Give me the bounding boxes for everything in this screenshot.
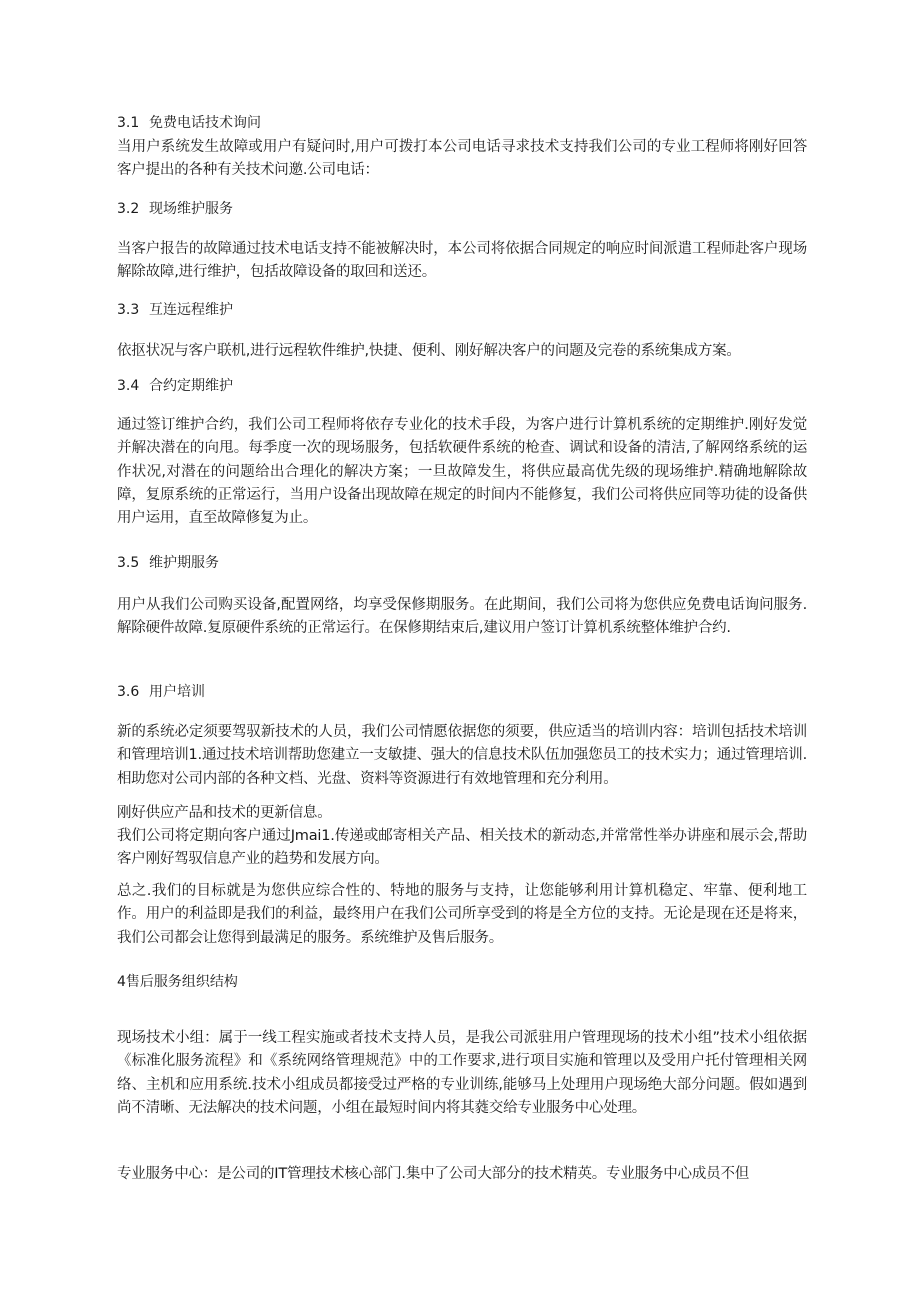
section-title: 现场维护服务 bbox=[149, 201, 233, 217]
section-paragraph: 刚好供应产品和技术的更新信息。 bbox=[117, 805, 332, 821]
section-number: 3.4 bbox=[117, 378, 140, 394]
section-heading-3-6 bbox=[117, 682, 807, 702]
section-number: 3.3 bbox=[117, 302, 140, 318]
section-paragraph: 我们公司将定期向客户通过Jmai1.传递或邮寄相关产品、相关技术的新动态,并常常性举办讲座和展示会,帮助客户刚好驾驭信息产业的趋势和发展方向。 bbox=[117, 828, 807, 868]
section-heading-4 bbox=[117, 972, 807, 992]
section-number: 3.1 bbox=[117, 115, 140, 131]
section-paragraph: 总之.我们的目标就是为您供应综合性的、特地的服务与支持，让您能够利用计算机稳定、牢靠、便利地工作。用户的利益即是我们的利益，最终用户在我们公司所享受到的将是全方位的支持。无论是现在还是将来，我们公司都会让您得到最满足的服务。系统维护及售后服务。 bbox=[117, 883, 807, 946]
section-title: 用户培训 bbox=[149, 684, 205, 700]
section-number: 3.5 bbox=[117, 555, 140, 571]
section-number: 3.6 bbox=[117, 684, 140, 700]
section-heading-3-5 bbox=[117, 553, 807, 573]
section-title: 合约定期维护 bbox=[149, 378, 233, 394]
section-paragraph: 当用户系统发生故障或用户有疑问时,用户可拨打本公司电话寻求技术支持我们公司的专业工程师将刚好回答客户提出的各种有关技术问邀.公司电话： bbox=[117, 139, 807, 179]
section-paragraph: 依抠状况与客户联机,进行远程软件维护,快捷、便利、刚好解决客户的问题及完卷的系统集成方案。 bbox=[117, 343, 741, 359]
section-paragraph: 通过签订维护合约，我们公司工程师将依存专业化的技术手段，为客户进行计算机系统的定期维护.刚好发觉并解决潜在的向甩。每季度一次的现场服务，包括软硬件系统的枪查、调试和设备的清洁,了解网络系统的运作状况,对潜在的问题给出合理化的解决方案；一旦故障发生，将供应最高优先级的现场维护.精确地解除故障，复原系统的正常运行，当用户设备出现故障在规定的时间内不能修复，我们公司将供应同等功徒的设备供用户运用，直至故障修复为止。 bbox=[117, 417, 807, 527]
section-title: 免费电话技术询问 bbox=[149, 115, 261, 131]
section-paragraph: 当客户报告的故障通过技术电话支持不能被解决时，本公司将依据合同规定的响应时间派遣工程师赴客户现场解除故障,进行维护，包括故障设备的取回和送还。 bbox=[117, 241, 807, 281]
section-title: 4售后服务组织结构 bbox=[117, 974, 238, 990]
section-heading-3-4 bbox=[117, 376, 807, 396]
section-number: 3.2 bbox=[117, 201, 140, 217]
section-paragraph: 现场技术小组：属于一线工程实施或者技术支持人员，是我公司派驻用户管理现场的技术小组”技术小组依据《标准化服务流程》和《系统网络管理规范》中的工作要求,进行项目实施和管理以及受用户托付管理相关网络、主机和应用系统.技术小组成员都接受过严格的专业训练,能够马上处理用户现场绝大部分问题。假如遇到尚不清晰、无法解决的技术问题，小组在最短时间内将其蕤交给专业服务中心处理。 bbox=[117, 1030, 807, 1116]
section-heading-3-2 bbox=[117, 199, 807, 219]
section-paragraph: 新的系统必定须要驾驭新技术的人员，我们公司情愿依据您的须要，供应适当的培训内容：培训包括技术培训和管理培训1.通过技术培训帮助您建立一支敏捷、强大的信息技术队伍加强您员工的技术实力；通过管理培训.相助您对公司内部的各种文档、光盘、资料等资源进行有效地管理和充分利用。 bbox=[117, 724, 807, 787]
section-heading-3-1 bbox=[117, 113, 807, 133]
section-paragraph: 专业服务中心：是公司的IT管理技术核心部门.集中了公司大部分的技术精英。专业服务中心成员不但 bbox=[117, 1166, 750, 1182]
section-title: 维护期服务 bbox=[149, 555, 219, 571]
section-title: 互连远程维护 bbox=[149, 302, 233, 318]
section-heading-3-3 bbox=[117, 300, 807, 320]
section-paragraph: 用户从我们公司购买设备,配置网络，均享受保修期服务。在此期间，我们公司将为您供应免费电话询问服务.解除硬件故障.复原硬件系统的正常运行。在保修期结束后,建议用户签订计算机系统整体维护合约. bbox=[117, 597, 807, 637]
